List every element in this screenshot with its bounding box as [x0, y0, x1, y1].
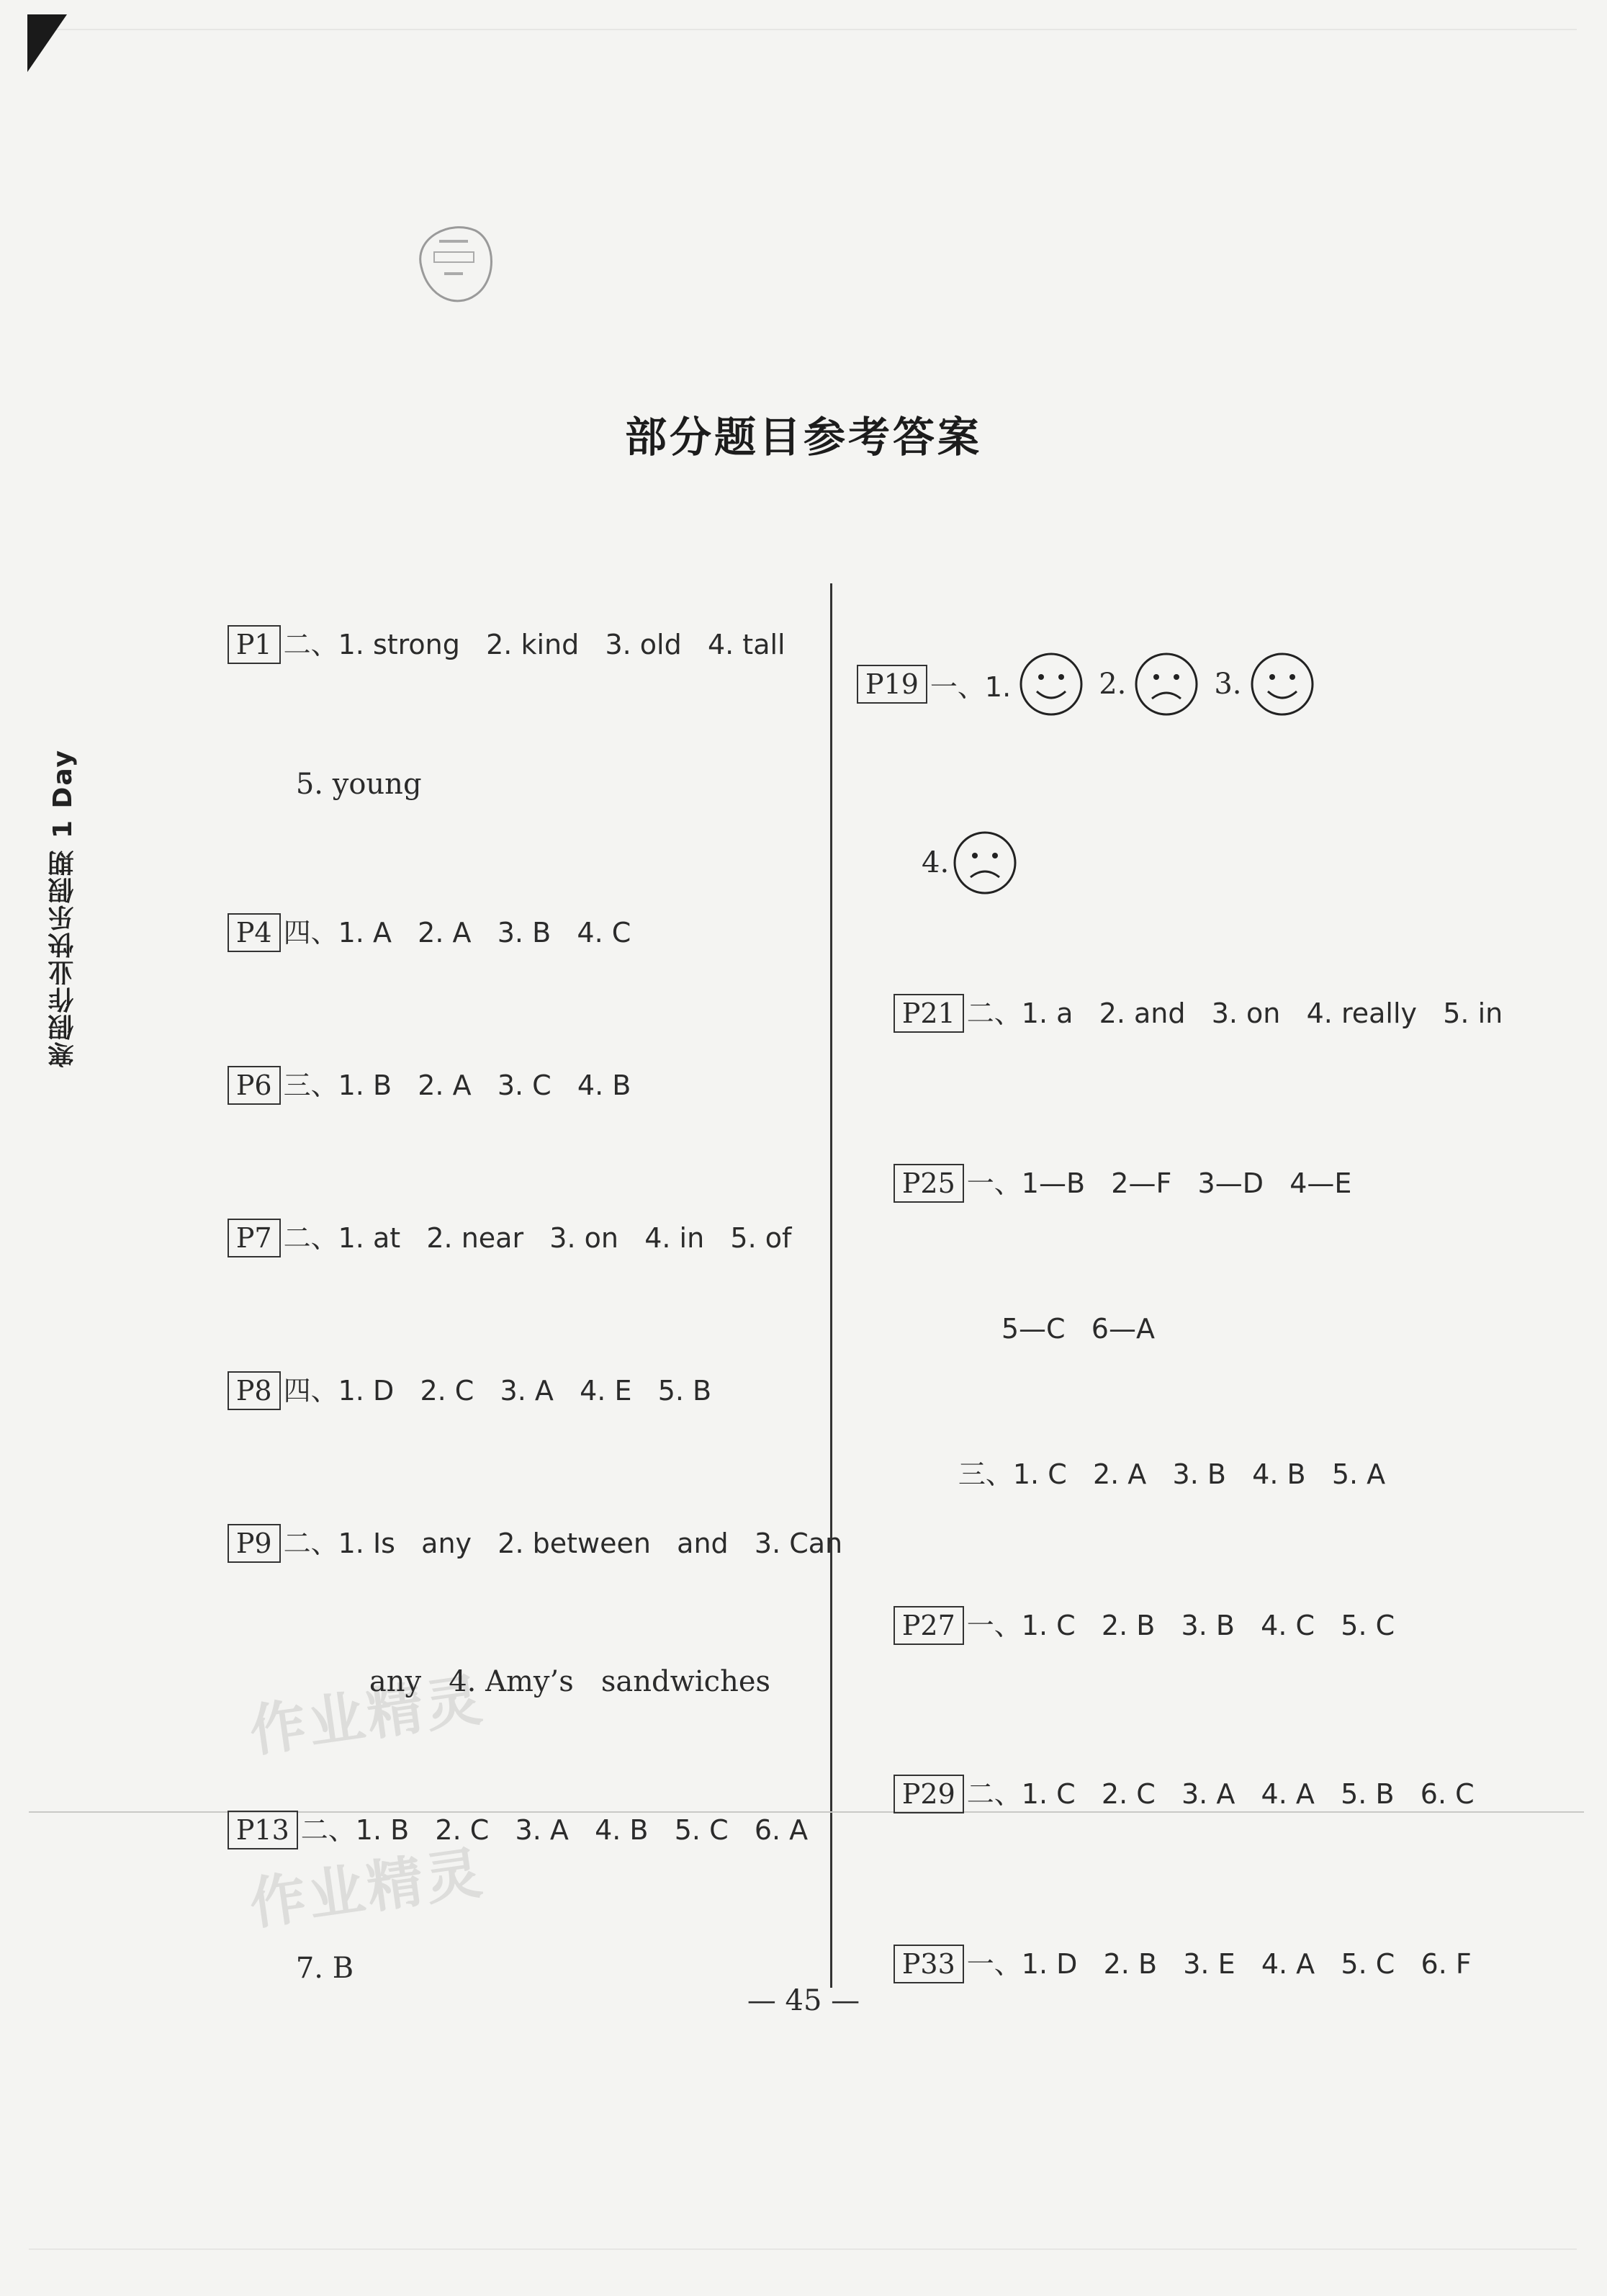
answer-line — [857, 1128, 1351, 1236]
answer-text: 四、1. D 2. C 3. A 4. E 5. B — [283, 1375, 712, 1407]
answer-text: any 4. Amy’s sandwiches — [369, 1665, 771, 1698]
smiley-happy-icon — [1018, 585, 1084, 784]
answer-line — [191, 1183, 791, 1291]
answer-text: 一、1. — [929, 671, 1012, 703]
page-ref-box: P19 — [857, 665, 927, 704]
page-ref-box: P4 — [228, 913, 281, 952]
answer-line — [857, 958, 1503, 1066]
answer-line — [191, 877, 631, 985]
answer-line — [857, 1739, 1475, 1847]
answer-number: 3. — [1214, 668, 1242, 701]
smiley-sad-icon — [952, 763, 1018, 962]
answer-text: 二、1. at 2. near 3. on 4. in 5. of — [283, 1222, 792, 1254]
page-ref-box: P25 — [893, 1164, 964, 1203]
page-ref-box: P33 — [893, 1945, 964, 1983]
smiley-happy-icon — [1249, 585, 1315, 784]
answer-text: 一、1. D 2. B 3. E 4. A 5. C 6. F — [966, 1948, 1472, 1980]
page-ref-box: P21 — [893, 994, 964, 1033]
answer-text: 四、1. A 2. A 3. B 4. C — [283, 917, 631, 949]
answer-text: 三、1. C 2. A 3. B 4. B 5. A — [958, 1458, 1386, 1490]
answer-text: 5—C 6—A — [1001, 1313, 1155, 1345]
page-ref-box: P7 — [228, 1219, 281, 1257]
answer-line — [191, 589, 786, 697]
answer-text: 一、1. C 2. B 3. B 4. C 5. C — [966, 1610, 1395, 1641]
page-ref-box: P29 — [893, 1775, 964, 1813]
answer-line — [191, 1335, 711, 1443]
page-title: 部分题目参考答案 — [624, 413, 982, 462]
answer-line — [333, 1632, 770, 1731]
page-ref-box: P1 — [228, 625, 281, 664]
answer-line — [922, 763, 1032, 962]
answer-line — [259, 735, 422, 834]
answer-text: 一、1—B 2—F 3—D 4—E — [966, 1167, 1352, 1199]
answer-text: 5. young — [295, 768, 422, 801]
answer-text: 二、1. a 2. and 3. on 4. really 5. in — [966, 997, 1503, 1029]
answer-text: 二、1. strong 2. kind 3. old 4. tall — [283, 629, 786, 660]
seal-stamp-icon — [407, 216, 500, 310]
page-ref-box: P6 — [228, 1066, 281, 1105]
answer-text: 二、1. Is any 2. between and 3. Can — [283, 1528, 843, 1559]
page-ref-box: P8 — [228, 1371, 281, 1410]
answer-line — [191, 1775, 808, 1883]
column-divider — [830, 583, 832, 1988]
answer-line — [191, 1488, 842, 1596]
answer-text: 二、1. B 2. C 3. A 4. B 5. C 6. A — [300, 1814, 809, 1846]
page-ref-box: P13 — [228, 1811, 298, 1849]
answer-line — [922, 1419, 1385, 1525]
watermark: 作业精灵 — [246, 1840, 489, 1938]
page-ref-box: P9 — [228, 1524, 281, 1563]
page-number: — 45 — — [747, 1984, 860, 2017]
side-caption: 寒假作业快乐假期 1 Day — [48, 749, 78, 1068]
answer-text: 三、1. B 2. A 3. C 4. B — [283, 1069, 631, 1101]
answer-number: 4. — [922, 846, 950, 879]
answer-line — [857, 1570, 1395, 1678]
corner-mark — [27, 14, 67, 72]
answer-text: 二、1. C 2. C 3. A 4. A 5. B 6. C — [966, 1778, 1475, 1810]
page-ref-box: P27 — [893, 1606, 964, 1645]
answer-line — [191, 1030, 631, 1138]
answer-number: 2. — [1099, 668, 1127, 701]
smiley-sad-icon — [1133, 585, 1199, 784]
answer-text: 7. B — [295, 1952, 354, 1985]
answer-line — [965, 1279, 1155, 1378]
watermark: 作业精灵 — [246, 1667, 489, 1765]
answer-line-p19 — [857, 585, 1330, 784]
